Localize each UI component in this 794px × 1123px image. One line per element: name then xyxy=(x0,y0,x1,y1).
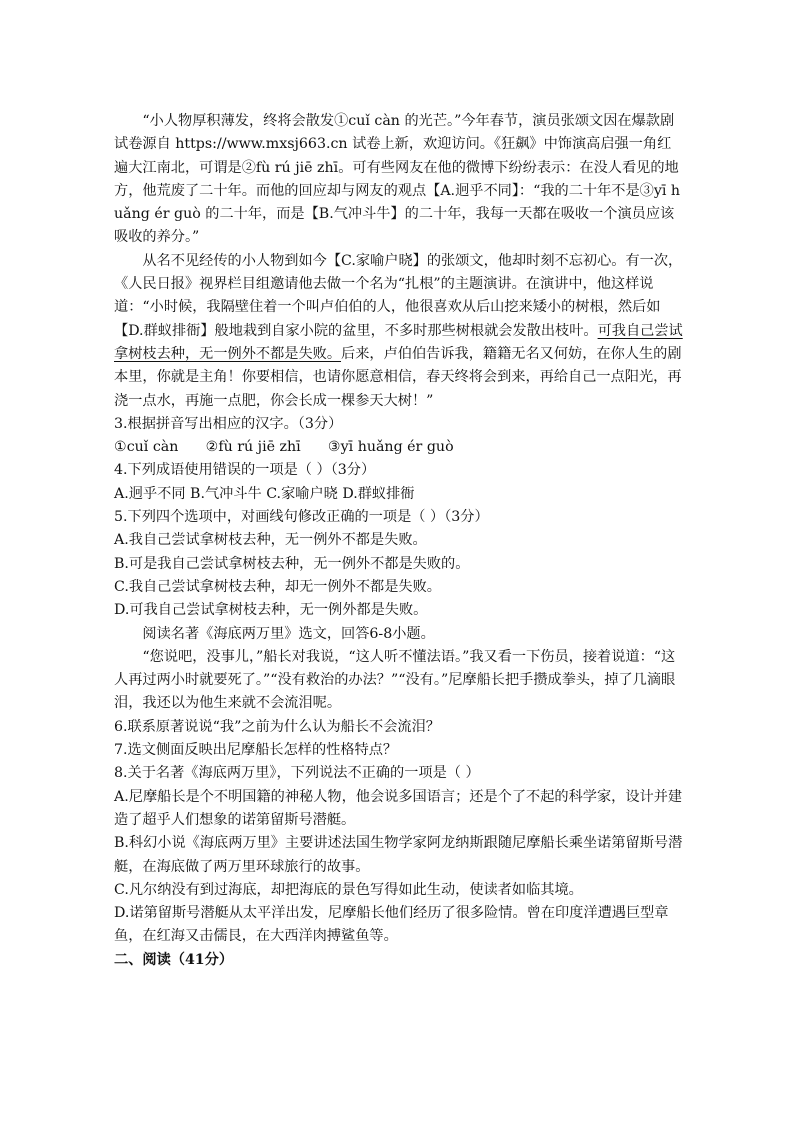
q3-option-3: ③yī huǎng ér guò xyxy=(327,439,454,456)
question-3-options xyxy=(114,436,684,459)
q5-option-b: B.可是我自己尝试拿树枝去种，无一例外不都是失败的。 xyxy=(114,555,470,572)
underlined-sentence: 可我自己尝试拿树枝去种，无一例外不都是失败。 xyxy=(114,322,683,362)
paragraph-2 xyxy=(114,250,684,413)
section-2-heading: 二、阅读（41分） xyxy=(114,951,234,968)
paragraph-1: “小人物厚积薄发，终将会散发①cuǐ càn 的光芒。”今年春节，演员张颂文因在爆款剧试卷源自 https://www.mxsj663.cn 试卷上新，欢迎访问。《狂飙》中饰演高启强一角红遍大江南北，可谓是②fù rú jiē zhī。可有些网友在他的微博下纷纷表示：在没人看见的地方，他荒废了二十年。而他的回应却与网友的观点【A.迥乎不同】：“我的二十年不是③yī huǎng ér guò 的二十年，而是【B.气冲斗牛】的二十年，我每一天都在吸收一个演员应该吸收的养分。” xyxy=(114,113,681,246)
question-5-title: 5.下列四个选项中，对画线句修改正确的一项是（ ）（3分） xyxy=(114,509,489,526)
q5-option-d: D.可我自己尝试拿树枝去种，无一例外都是失败。 xyxy=(114,602,428,619)
question-4-title: 4.下列成语使用错误的一项是（ ）（3分） xyxy=(114,462,376,479)
reading-passage: “您说吧，没事儿，”船长对我说，“这人听不懂法语。”我又看一下伤员，接着说道：“这人再过两小时就要死了。”“没有救治的办法？”“没有。”尼摩船长把手攒成拳头，掉了几滴眼泪，我还以为他生来就不会流泪呢。 xyxy=(114,648,676,712)
q8-option-d: D.诺第留斯号潜艇从太平洋出发，尼摩船长他们经历了很多险情。曾在印度洋遭遇巨型章鱼，在红海又击儒艮，在大西洋肉搏鲨鱼等。 xyxy=(114,905,669,945)
q8-option-c: C.凡尔纳没有到过海底，却把海底的景色写得如此生动，使读者如临其境。 xyxy=(114,881,583,898)
question-7-title: 7.选文侧面反映出尼摩船长怎样的性格特点？ xyxy=(114,742,398,759)
question-8-title: 8.关于名著《海底两万里》，下列说法不正确的一项是（ ） xyxy=(114,765,480,782)
question-3-title: 3.根据拼音写出相应的汉字。（3分） xyxy=(114,415,343,432)
q8-option-b: B.科幻小说《海底两万里》主要讲述法国生物学家阿龙纳斯跟随尼摩船长乘坐诺第留斯号潜艇，在海底做了两万里环球旅行的故事。 xyxy=(114,835,683,875)
q3-option-1: ①cuǐ càn xyxy=(114,439,179,456)
question-4-options: A.迥乎不同 B.气冲斗牛 C.家喻户晓 D.群蚁排衙 xyxy=(114,485,415,502)
document-page xyxy=(114,110,684,972)
q3-option-2: ②fù rú jiē zhī xyxy=(205,439,301,456)
q8-option-a: A.尼摩船长是个不明国籍的神秘人物，他会说多国语言；还是个了不起的科学家，设计并建造了超乎人们想象的诺第留斯号潜艇。 xyxy=(114,788,683,828)
q5-option-a: A.我自己尝试拿树枝去种，无一例外不都是失败。 xyxy=(114,532,427,549)
q5-option-c: C.我自己尝试拿树枝去种，却无一例外不都是失败。 xyxy=(114,578,441,595)
question-6-title: 6.联系原著说说“我”之前为什么认为船长不会流泪？ xyxy=(114,718,440,735)
paragraph-2-text: 从名不见经传的小人物到如今【C.家喻户晓】的张颂文，他却时刻不忘初心。有一次，《人民日报》视界栏目组邀请他去做一个名为“扎根”的主题演讲。在演讲中，他这样说道：“小时候，我隔壁住着一个叫卢伯伯的人，他很喜欢从后山挖来矮小的树根，然后如【D.群蚁排衙】般地栽到自家小院的盆里，不多时那些树根就会发散出枝叶。 xyxy=(114,252,683,339)
paragraph-2-text-end: 后来，卢伯伯告诉我，籍籍无名又何妨，在你人生的剧本里，你就是主角！你要相信，也请你愿意相信，春天终将会到来，再给自己一点阳光，再浇一点水，再施一点肥，你会长成一棵参天大树！” xyxy=(114,345,682,409)
reading-intro: 阅读名著《海底两万里》选文，回答6-8小题。 xyxy=(142,625,435,642)
